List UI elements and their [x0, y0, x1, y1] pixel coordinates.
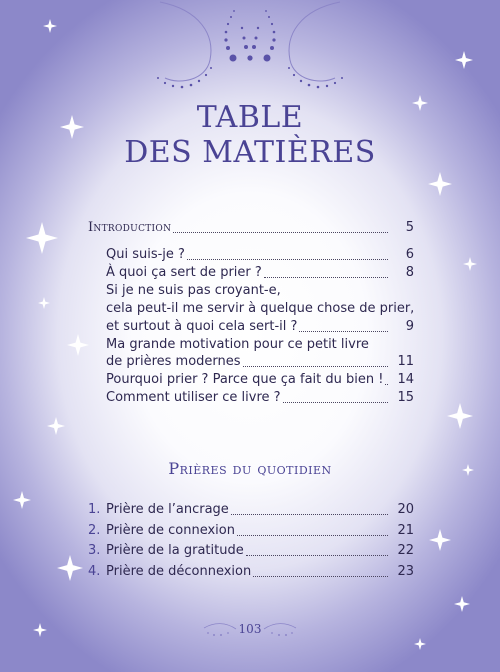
page-ref: 8: [405, 265, 414, 280]
entry-number: 3.: [88, 543, 101, 558]
entry-number: 4.: [88, 564, 101, 579]
toc-introduction[interactable]: [88, 220, 414, 236]
star-icon: [454, 596, 470, 612]
page-ref: 11: [397, 354, 414, 369]
entry-number: 1.: [88, 502, 101, 517]
page-ref: 5: [405, 220, 414, 235]
leader-dots: [187, 258, 388, 260]
star-icon: [38, 297, 50, 309]
leader-dots: [237, 534, 388, 536]
entry-label: Pourquoi prier ? Parce que ça fait du bien !: [106, 372, 384, 387]
star-icon: [428, 172, 452, 196]
page-ref: 15: [397, 390, 414, 405]
dotted-swirl-ornament: [140, 0, 360, 100]
page-ref: 23: [397, 564, 414, 579]
entry-label: À quoi ça sert de prier ?: [106, 265, 262, 280]
leader-dots: [243, 365, 388, 367]
leader-dots: [246, 554, 388, 556]
page-ref: 22: [397, 543, 414, 558]
section-title: Prières du quotidien: [168, 459, 332, 478]
leader-dots: [299, 330, 388, 332]
toc-prayer-entry[interactable]: [88, 543, 414, 559]
entry-line: Si je ne suis pas croyant-e,: [106, 283, 281, 298]
star-icon: [67, 334, 89, 356]
entry-label: Qui suis-je ?: [106, 247, 185, 262]
toc-prayer-entry[interactable]: [88, 564, 414, 580]
entry-label: Prière de connexion: [106, 523, 235, 538]
leader-dots: [231, 513, 388, 515]
leader-dots: [173, 231, 388, 233]
toc-entry[interactable]: [106, 390, 414, 406]
star-icon: [463, 257, 477, 271]
toc-heading-label: Introduction: [88, 220, 172, 235]
entry-number: 2.: [88, 523, 101, 538]
leader-dots: [385, 383, 388, 385]
page-ref: 21: [397, 523, 414, 538]
entry-label: Comment utiliser ce livre ?: [106, 390, 281, 405]
toc-entry[interactable]: [106, 372, 414, 388]
entry-label: Prière de la gratitude: [106, 543, 244, 558]
star-icon: [13, 491, 31, 509]
page-ref: 14: [397, 372, 414, 387]
page-number: 103: [238, 622, 262, 636]
page-ref: 20: [397, 502, 414, 517]
page-title-line-2: DES MATIÈRES: [124, 135, 376, 170]
star-icon: [414, 638, 426, 650]
star-icon: [47, 417, 65, 435]
leader-dots: [264, 276, 388, 278]
star-icon: [429, 529, 451, 551]
leader-dots: [253, 575, 388, 577]
page-title-line-1: TABLE: [196, 100, 304, 135]
toc-entry[interactable]: [106, 319, 414, 335]
entry-label: Prière de déconnexion: [106, 564, 252, 579]
entry-line: Ma grande motivation pour ce petit livre: [106, 337, 369, 352]
entry-label: de prières modernes: [106, 354, 241, 369]
page-ref: 9: [405, 319, 414, 334]
toc-entry[interactable]: [106, 247, 414, 263]
star-icon: [57, 555, 83, 581]
star-icon: [447, 403, 473, 429]
entry-line: cela peut-il me servir à quelque chose de prier,: [106, 301, 415, 316]
entry-label: et surtout à quoi cela sert-il ?: [106, 319, 298, 334]
leader-dots: [283, 401, 388, 403]
toc-entry[interactable]: [106, 354, 414, 370]
toc-prayer-entry[interactable]: [88, 502, 414, 518]
star-icon: [26, 222, 58, 254]
toc-prayer-entry[interactable]: [88, 523, 414, 539]
star-icon: [455, 51, 473, 69]
page-ref: 6: [405, 247, 414, 262]
star-icon: [43, 19, 57, 33]
entry-label: Prière de l’ancrage: [106, 502, 229, 517]
toc-entry[interactable]: [106, 265, 414, 281]
